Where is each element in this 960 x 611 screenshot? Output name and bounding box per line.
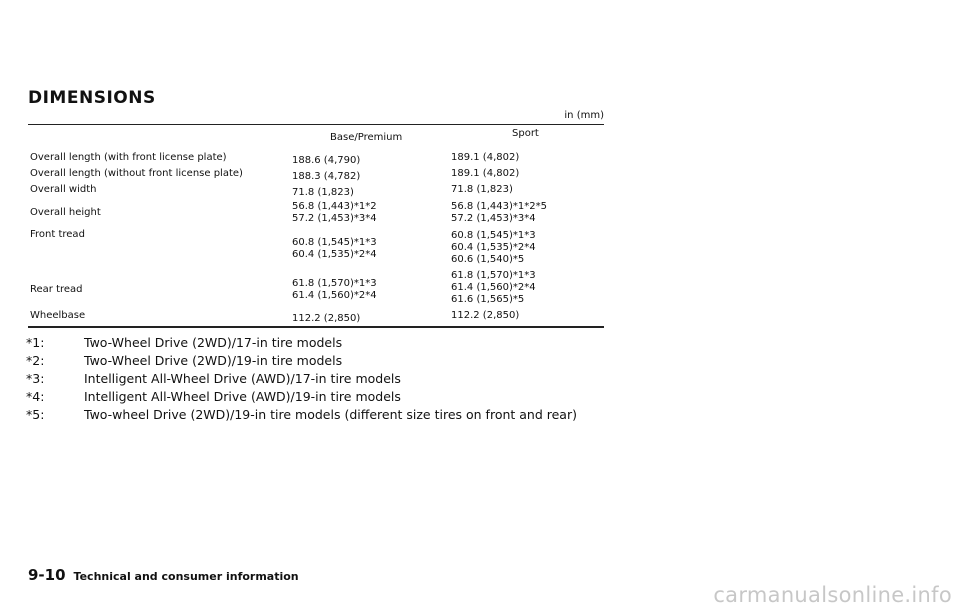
row-label-length-with-plate: Overall length (with front license plate)	[30, 152, 227, 163]
value-base-front-tread-2: 60.4 (1,535)*2*4	[292, 249, 377, 260]
footer-section-name: Technical and consumer information	[73, 570, 299, 583]
footnote-key: *1:	[26, 335, 45, 350]
row-label-front-tread: Front tread	[30, 229, 85, 240]
row-label-overall-height: Overall height	[30, 207, 101, 218]
value-base-rear-tread-1: 61.8 (1,570)*1*3	[292, 278, 377, 289]
value-base-front-tread-1: 60.8 (1,545)*1*3	[292, 237, 377, 248]
footnote	[26, 388, 577, 406]
value-sport-length-with-plate: 189.1 (4,802)	[451, 152, 520, 163]
value-sport-overall-width: 71.8 (1,823)	[451, 184, 513, 195]
value-sport-front-tread-1: 60.8 (1,545)*1*3	[451, 230, 536, 241]
page-footer	[28, 566, 299, 584]
footnote-text: Two-wheel Drive (2WD)/19-in tire models (different size tires on front and rear)	[84, 407, 577, 422]
value-base-wheelbase: 112.2 (2,850)	[292, 313, 361, 324]
footnote-key: *2:	[26, 353, 45, 368]
row-label-rear-tread: Rear tread	[30, 284, 83, 295]
value-base-rear-tread-2: 61.4 (1,560)*2*4	[292, 290, 377, 301]
column-header-sport: Sport	[512, 128, 539, 139]
value-sport-wheelbase: 112.2 (2,850)	[451, 310, 520, 321]
table-top-rule	[28, 124, 604, 125]
value-sport-front-tread-2: 60.4 (1,535)*2*4	[451, 242, 536, 253]
table-bottom-rule	[28, 326, 604, 328]
value-sport-front-tread-3: 60.6 (1,540)*5	[451, 254, 525, 265]
page-number: 9-10	[28, 566, 66, 584]
unit-note: in (mm)	[564, 110, 604, 121]
footnote-text: Two-Wheel Drive (2WD)/19-in tire models	[84, 353, 343, 368]
value-base-height-2: 57.2 (1,453)*3*4	[292, 213, 377, 224]
footnote	[26, 406, 577, 424]
value-sport-rear-tread-1: 61.8 (1,570)*1*3	[451, 270, 536, 281]
value-sport-rear-tread-3: 61.6 (1,565)*5	[451, 294, 525, 305]
row-label-overall-width: Overall width	[30, 184, 97, 195]
footnotes	[26, 334, 577, 424]
footnote-text: Two-Wheel Drive (2WD)/17-in tire models	[84, 335, 343, 350]
section-title: DIMENSIONS	[28, 88, 156, 108]
value-sport-height-1: 56.8 (1,443)*1*2*5	[451, 201, 547, 212]
footnote	[26, 370, 577, 388]
watermark: carmanualsonline.info	[713, 583, 952, 607]
footnote-key: *4:	[26, 389, 45, 404]
footnote-text: Intelligent All-Wheel Drive (AWD)/19-in tire models	[84, 389, 401, 404]
column-header-base-premium: Base/Premium	[330, 132, 403, 143]
footnote-text: Intelligent All-Wheel Drive (AWD)/17-in tire models	[84, 371, 401, 386]
value-base-overall-width: 71.8 (1,823)	[292, 187, 354, 198]
value-base-length-with-plate: 188.6 (4,790)	[292, 155, 361, 166]
value-sport-length-without-plate: 189.1 (4,802)	[451, 168, 520, 179]
footnote-key: *5:	[26, 407, 45, 422]
value-base-length-without-plate: 188.3 (4,782)	[292, 171, 361, 182]
row-label-wheelbase: Wheelbase	[30, 310, 86, 321]
value-base-height-1: 56.8 (1,443)*1*2	[292, 201, 377, 212]
value-sport-height-2: 57.2 (1,453)*3*4	[451, 213, 536, 224]
footnote-key: *3:	[26, 371, 45, 386]
value-sport-rear-tread-2: 61.4 (1,560)*2*4	[451, 282, 536, 293]
footnote	[26, 334, 577, 352]
footnote	[26, 352, 577, 370]
row-label-length-without-plate: Overall length (without front license plate)	[30, 168, 243, 179]
